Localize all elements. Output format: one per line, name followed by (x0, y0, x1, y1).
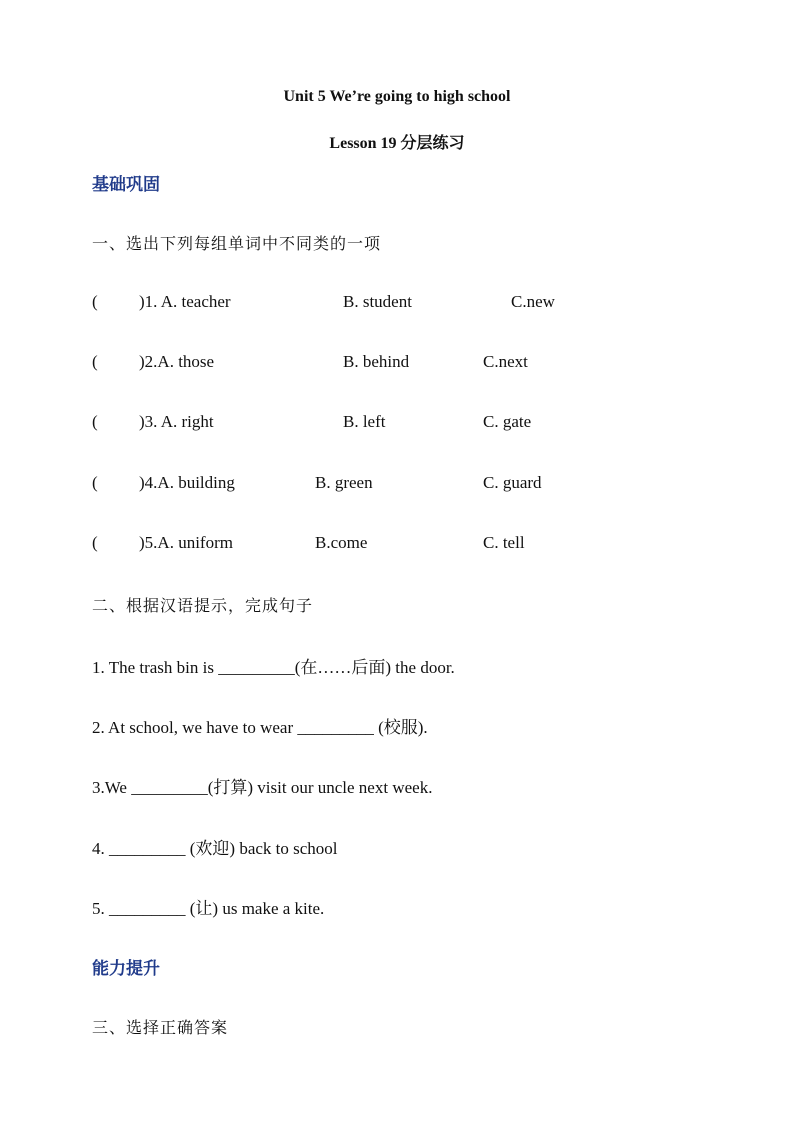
option-a: )1. A. teacher (139, 292, 231, 311)
answer-paren: ( (92, 533, 98, 552)
option-c: C. guard (483, 473, 542, 492)
option-c: C. tell (483, 533, 525, 552)
option-b: B. green (315, 473, 373, 492)
question-1 (0, 292, 794, 314)
option-b: B.come (315, 533, 368, 552)
option-b: B. behind (343, 352, 410, 371)
question-5 (0, 533, 794, 555)
question-4 (0, 473, 794, 495)
lesson-title: Lesson 19 分层练习 (329, 135, 465, 152)
option-a: )4.A. building (139, 473, 235, 492)
option-b: B. student (343, 292, 412, 311)
answer-paren: ( (92, 473, 98, 492)
option-c: C.new (511, 292, 555, 311)
question-3 (0, 412, 794, 434)
option-a: )2.A. those (139, 352, 215, 371)
section-basic-heading: 基础巩固 (92, 175, 160, 195)
unit-title: Unit 5 We’re going to high school (283, 88, 511, 105)
section-advanced-heading: 能力提升 (92, 959, 160, 979)
answer-paren: ( (92, 292, 98, 311)
answer-paren: ( (92, 412, 98, 431)
option-a: )5.A. uniform (139, 533, 233, 552)
part3-heading: 三、选择正确答案 (92, 1018, 229, 1037)
answer-paren: ( (92, 352, 98, 371)
sentence-3: 3.We _________(打算) visit our uncle next week. (92, 778, 433, 797)
sentence-4: 4. _________ (欢迎) back to school (92, 839, 338, 858)
option-b: B. left (343, 412, 386, 431)
question-2 (0, 352, 794, 374)
option-c: C. gate (483, 412, 532, 431)
part1-heading: 一、选出下列每组单词中不同类的一项 (92, 234, 382, 253)
option-a: )3. A. right (139, 412, 214, 431)
sentence-1: 1. The trash bin is _________(在……后面) the door. (92, 658, 455, 677)
part2-heading: 二、根据汉语提示，完成句子 (92, 596, 314, 615)
option-c: C.next (483, 352, 528, 371)
sentence-5: 5. _________ (让) us make a kite. (92, 899, 325, 918)
sentence-2: 2. At school, we have to wear _________ (校服). (92, 718, 428, 737)
